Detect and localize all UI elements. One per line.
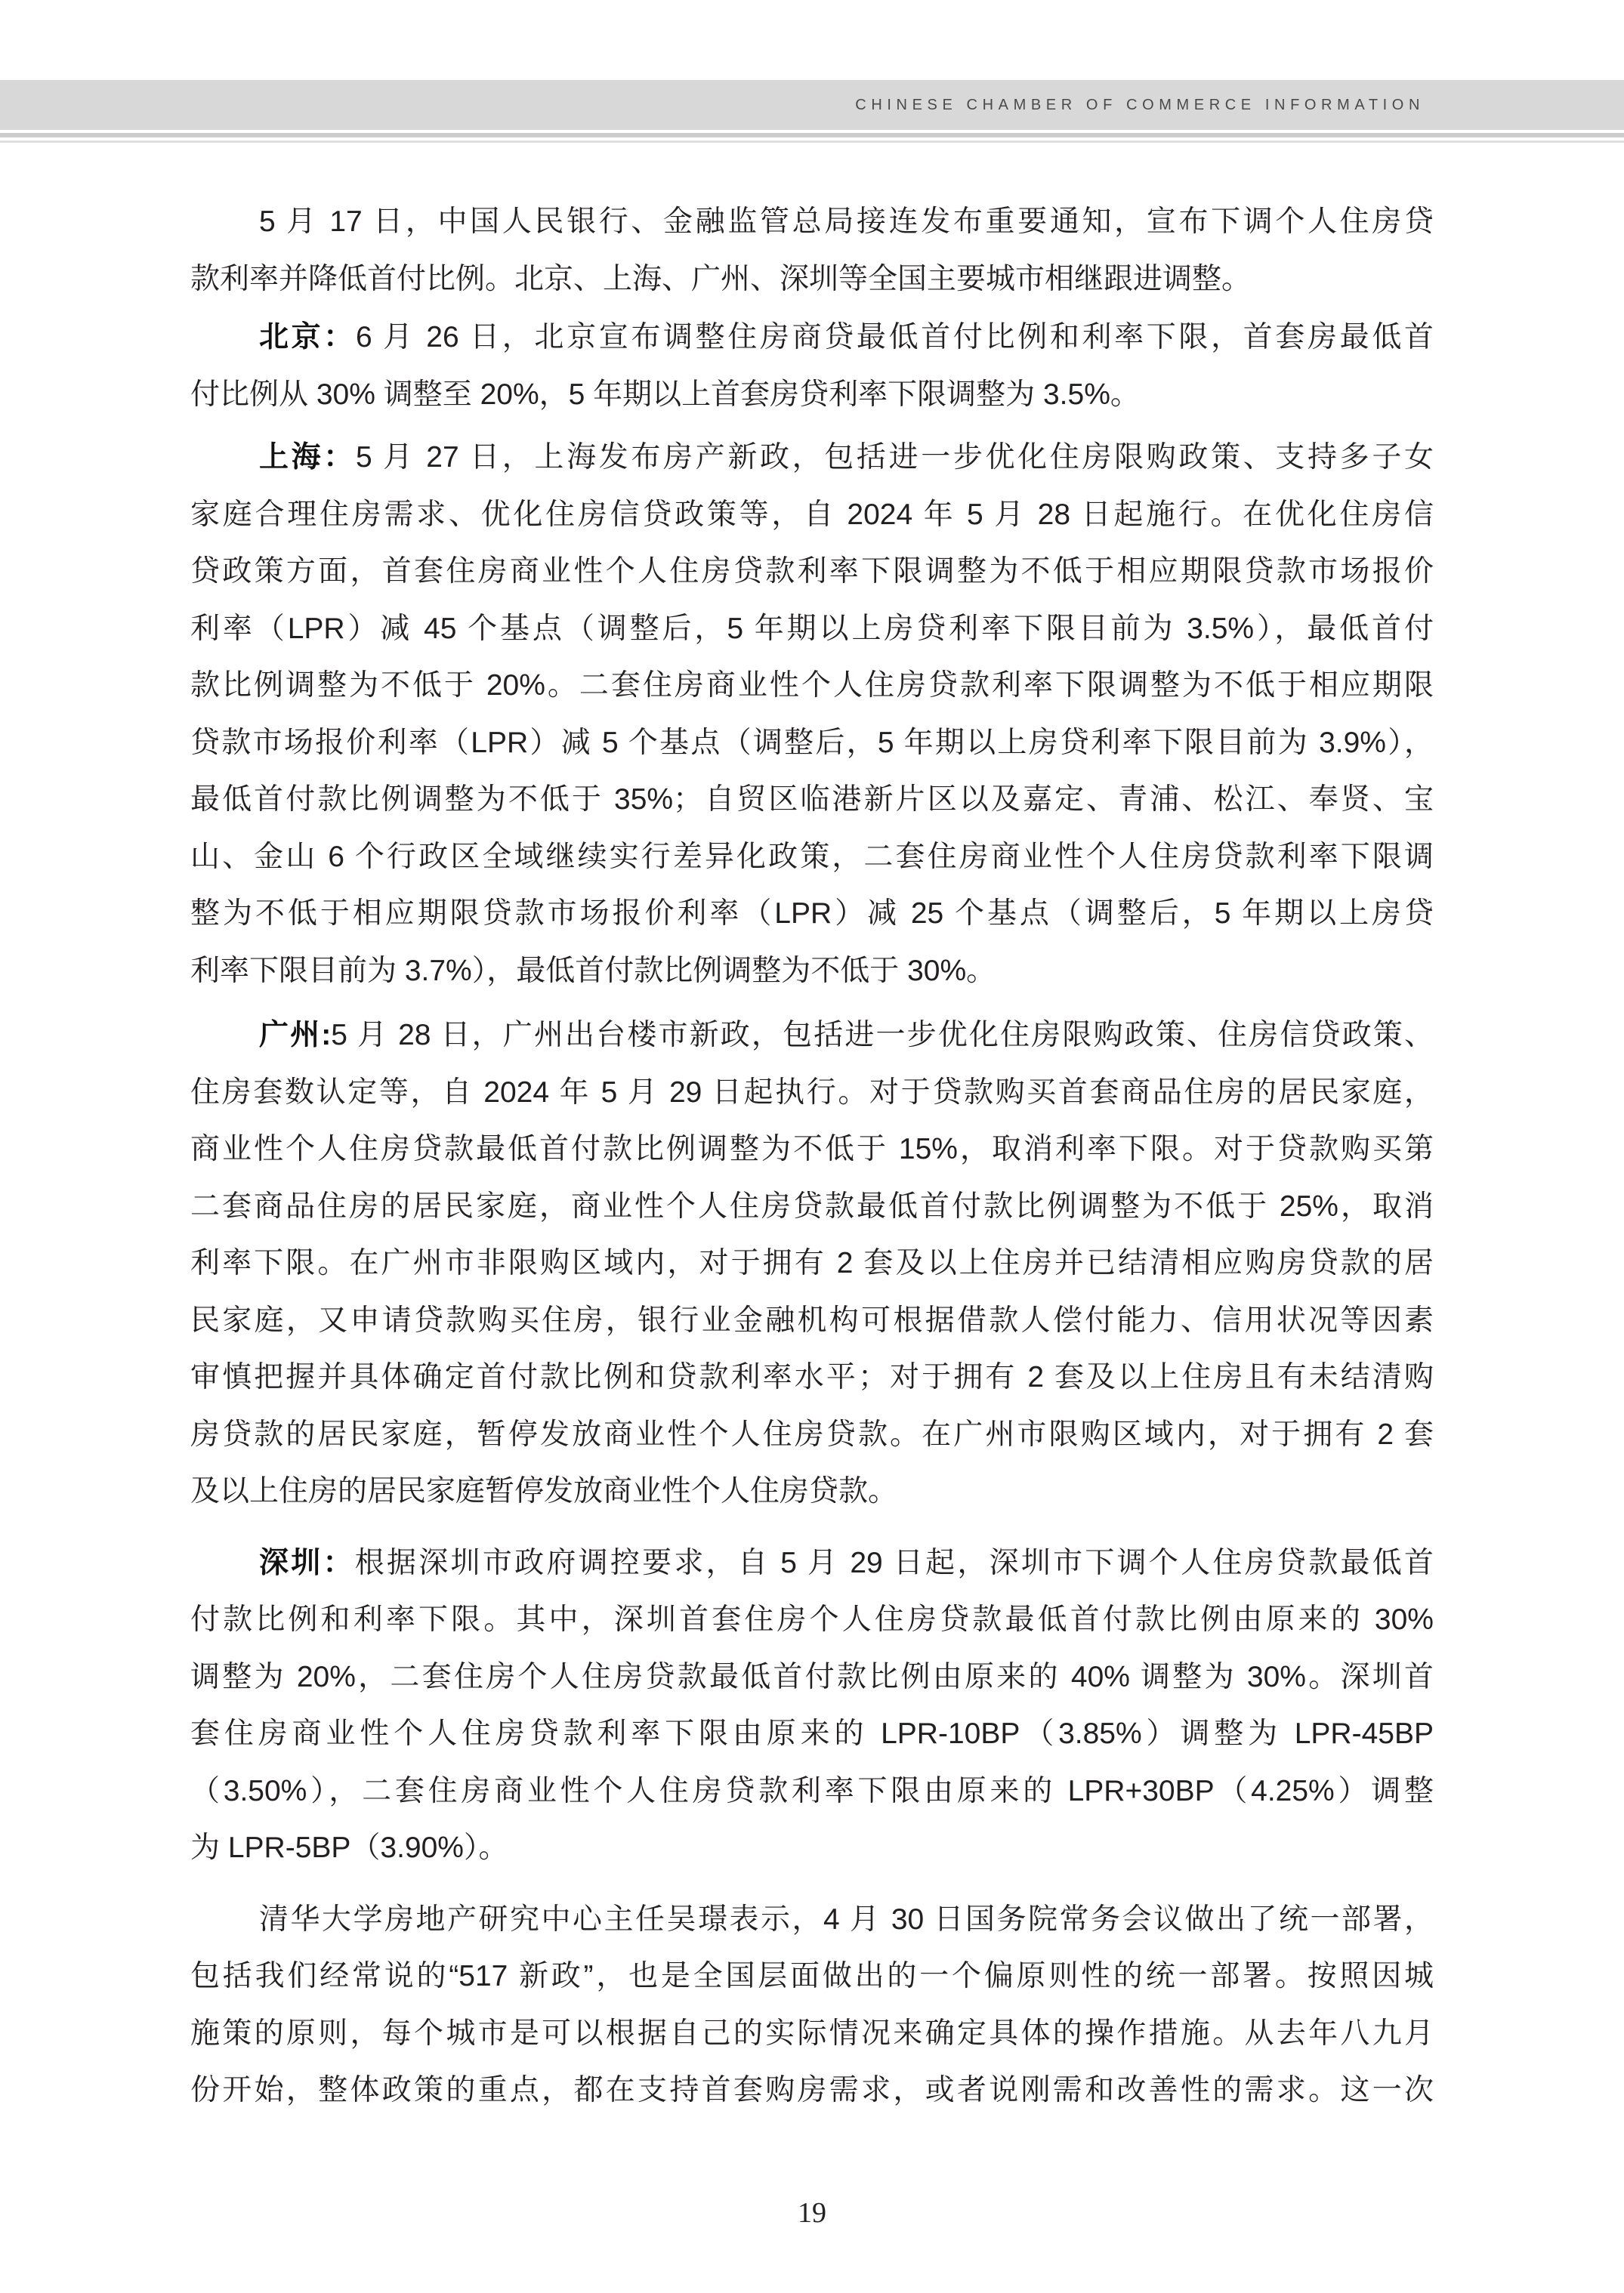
line-text: 民家庭，又申请贷款购买住房，银行业金融机构可根据借款人偿付能力、信用状况等因素 (190, 1304, 1434, 1337)
text-line (190, 1649, 1434, 1706)
line-text: （3.50%），二套住房商业性个人住房贷款利率下限由原来的 LPR+30BP（4.25%）调整 (190, 1774, 1434, 1807)
text-line (190, 1763, 1434, 1820)
line-text: 为 LPR-5BP（3.90%）。 (190, 1832, 508, 1864)
line-text: 付款比例和利率下限。其中，深圳首套住房个人住房贷款最低首付款比例由原来的 30% (190, 1603, 1434, 1636)
text-line (190, 943, 1434, 1000)
article-body (190, 193, 1434, 2119)
text-line (190, 2005, 1434, 2063)
line-text: 利率（LPR）减 45 个基点（调整后，5 年期以上房贷利率下限目前为 3.5%），最低首付 (190, 612, 1434, 645)
line-text: 利率下限。在广州市非限购区域内，对于拥有 2 套及以上住房并已结清相应购房贷款的居 (190, 1247, 1434, 1279)
text-line (190, 1535, 1434, 1592)
text-line (190, 1064, 1434, 1122)
text-line (190, 1349, 1434, 1406)
line-text: 付比例从 30% 调整至 20%，5 年期以上首套房贷利率下限调整为 3.5%。 (190, 378, 1140, 411)
line-text: 5 月 28 日，广州出台楼市新政，包括进一步优化住房限购政策、住房信贷政策、 (331, 1019, 1434, 1051)
text-line (190, 600, 1434, 658)
line-text: 份开始，整体政策的重点，都在支持首套购房需求，或者说刚需和改善性的需求。这一次 (190, 2074, 1434, 2106)
paragraph (190, 1891, 1434, 2119)
text-line (190, 429, 1434, 486)
line-text: 套住房商业性个人住房贷款利率下限由原来的 LPR-10BP（3.85%）调整为 LPR-45BP (190, 1717, 1434, 1750)
text-line (190, 1292, 1434, 1350)
text-line (190, 1406, 1434, 1464)
line-text: 包括我们经常说的“517 新政”，也是全国层面做出的一个偏原则性的统一部署。按照因城 (190, 1960, 1434, 1992)
line-text: 调整为 20%，二套住房个人住房贷款最低首付款比例由原来的 40% 调整为 30%。深圳首 (190, 1660, 1434, 1693)
text-line (190, 543, 1434, 600)
line-text: 款利率并降低首付比例。北京、上海、广州、深圳等全国主要城市相继跟进调整。 (190, 262, 1252, 295)
text-line (190, 193, 1434, 251)
text-line (190, 1235, 1434, 1292)
text-line (190, 1591, 1434, 1649)
line-text: 施策的原则，每个城市是可以根据自己的实际情况来确定具体的操作措施。从去年八九月 (190, 2017, 1434, 2050)
text-line (190, 1121, 1434, 1178)
line-text: 利率下限目前为 3.7%），最低首付款比例调整为不低于 30%。 (190, 954, 996, 987)
text-line (190, 486, 1434, 544)
city-label: 上海： (259, 441, 356, 474)
line-text: 二套商品住房的居民家庭，商业性个人住房贷款最低首付款比例调整为不低于 25%，取消 (190, 1190, 1434, 1223)
paragraph (190, 193, 1434, 307)
text-line (190, 1178, 1434, 1236)
paragraph (190, 429, 1434, 999)
line-text: 5 月 27 日，上海发布房产新政，包括进一步优化住房限购政策、支持多子女 (355, 441, 1434, 474)
text-line (190, 1948, 1434, 2005)
paragraph (190, 1007, 1434, 1520)
line-text: 款比例调整为不低于 20%。二套住房商业性个人住房贷款利率下限调整为不低于相应期限 (190, 669, 1434, 702)
line-text: 审慎把握并具体确定首付款比例和贷款利率水平；对于拥有 2 套及以上住房且有未结清购 (190, 1361, 1434, 1393)
header-rule-thin (0, 140, 1624, 143)
text-line (190, 1705, 1434, 1763)
line-text: 商业性个人住房贷款最低首付款比例调整为不低于 15%，取消利率下限。对于贷款购买第 (190, 1133, 1434, 1165)
running-title: CHINESE CHAMBER OF COMMERCE INFORMATION (855, 97, 1425, 113)
text-line (190, 366, 1434, 424)
text-line (190, 657, 1434, 714)
city-label: 北京： (259, 321, 356, 353)
paragraph (190, 1535, 1434, 1877)
line-text: 5 月 17 日，中国人民银行、金融监管总局接连发布重要通知，宣布下调个人住房贷 (259, 205, 1434, 238)
text-line (190, 714, 1434, 772)
text-line (190, 1891, 1434, 1949)
line-text: 最低首付款比例调整为不低于 35%；自贸区临港新片区以及嘉定、青浦、松江、奉贤、宝 (190, 783, 1434, 816)
text-line (190, 309, 1434, 366)
line-text: 贷政策方面，首套住房商业性个人住房贷款利率下限调整为不低于相应期限贷款市场报价 (190, 555, 1434, 588)
paragraph (190, 309, 1434, 423)
text-line (190, 2062, 1434, 2119)
line-text: 及以上住房的居民家庭暂停发放商业性个人住房贷款。 (190, 1475, 898, 1508)
line-text: 房贷款的居民家庭，暂停发放商业性个人住房贷款。在广州市限购区域内，对于拥有 2 套 (190, 1418, 1434, 1451)
line-text: 住房套数认定等，自 2024 年 5 月 29 日起执行。对于贷款购买首套商品住房的居民家庭， (190, 1076, 1434, 1109)
city-label: 深圳： (259, 1546, 355, 1579)
text-line (190, 251, 1434, 308)
line-text: 清华大学房地产研究中心主任吴璟表示，4 月 30 日国务院常务会议做出了统一部署， (259, 1903, 1434, 1936)
header-rule (0, 133, 1624, 137)
text-line (190, 885, 1434, 943)
line-text: 家庭合理住房需求、优化住房信贷政策等，自 2024 年 5 月 28 日起施行。在优化住房信 (190, 498, 1434, 531)
text-line (190, 1819, 1434, 1877)
line-text: 根据深圳市政府调控要求，自 5 月 29 日起，深圳市下调个人住房贷款最低首 (354, 1546, 1434, 1579)
text-line (190, 829, 1434, 886)
text-line (190, 771, 1434, 829)
city-label: 广州: (259, 1019, 332, 1051)
line-text: 贷款市场报价利率（LPR）减 5 个基点（调整后，5 年期以上房贷利率下限目前为 3.9%）， (190, 726, 1434, 759)
line-text: 山、金山 6 个行政区全域继续实行差异化政策，二套住房商业性个人住房贷款利率下限调 (190, 840, 1434, 873)
text-line (190, 1463, 1434, 1520)
line-text: 整为不低于相应期限贷款市场报价利率（LPR）减 25 个基点（调整后，5 年期以上房贷 (190, 897, 1434, 930)
page-number: 19 (798, 2197, 826, 2229)
text-line (190, 1007, 1434, 1064)
line-text: 6 月 26 日，北京宣布调整住房商贷最低首付比例和利率下限，首套房最低首 (355, 321, 1434, 353)
